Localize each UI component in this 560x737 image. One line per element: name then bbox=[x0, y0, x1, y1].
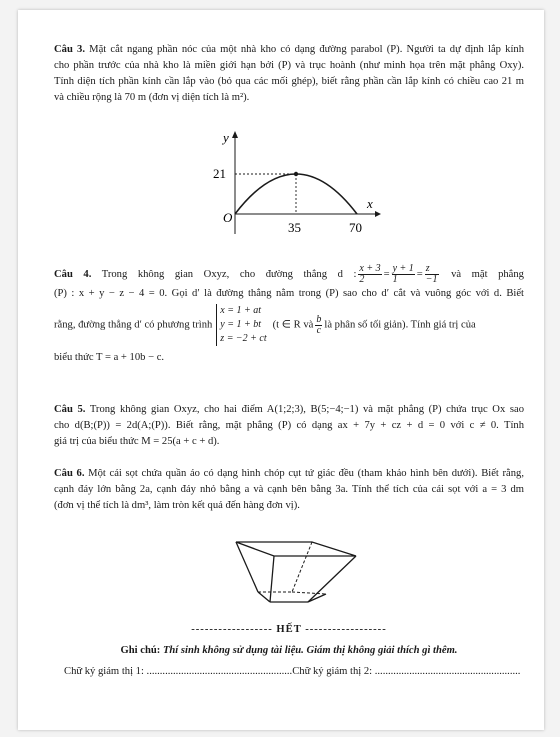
lateral-edge-hidden bbox=[292, 542, 312, 592]
q3-line-1: Câu 3. Mặt cắt ngang phần nóc của một nhà kho có dạng đường parabol (P). Người ta dự định lắp kính bbox=[54, 44, 525, 55]
bottom-right-edge bbox=[308, 594, 326, 602]
q3-line-3: Tính diện tích phần kính cần lắp vào (bỏ qua các mối ghép), biết rằng phần cần lắp kính có chiều cao 21 m bbox=[54, 76, 524, 87]
bottom-back-right-hidden bbox=[292, 592, 326, 594]
signature-proctor-1: Chữ ký giám thị 1: ....................................................... bbox=[64, 666, 293, 677]
q3-label: Câu 3. bbox=[54, 44, 85, 55]
signature-proctor-2: Chữ ký giám thị 2: ....................................................... bbox=[292, 666, 521, 677]
q3-line-2: cho phần trước của nhà kho là miền giới hạn bởi (P) và trục hoành (như minh họa trên mặt phẳng Oxy). bbox=[54, 60, 524, 71]
signature-line bbox=[54, 664, 524, 680]
question-6 bbox=[54, 466, 524, 514]
q3-line-4: và chiều rộng là 70 m (đơn vị diện tích là m²). bbox=[54, 92, 250, 103]
note-text: Thí sinh không sử dụng tài liệu. Giám thị không giải thích gì thêm. bbox=[162, 645, 458, 656]
q5-label: Câu 5. bbox=[54, 404, 86, 415]
footer bbox=[54, 622, 524, 680]
q5-line-1: Câu 5. Trong không gian Oxyz, cho hai điểm A(1;2;3), B(5;−4;−1) và mặt phẳng (P) chứa trục Ox sao bbox=[54, 404, 524, 415]
end-marker: ------------------ HẾT ------------------ bbox=[191, 624, 387, 635]
lateral-edge-front bbox=[270, 556, 274, 602]
y-axis-label: y bbox=[223, 130, 229, 145]
parabola-graph bbox=[203, 126, 383, 254]
q6-line-3: (đơn vị thể tích là dm³, làm tròn kết quả đến hàng đơn vị). bbox=[54, 500, 300, 511]
question-5 bbox=[54, 402, 524, 450]
fraction-b-over-c: $\frac{b}{c}$ bbox=[316, 313, 322, 336]
frustum-top-face bbox=[236, 542, 356, 556]
fraction-z: $\frac{z}{-1}$ bbox=[425, 263, 438, 286]
q5-line-3: giá trị của biểu thức M = 25(a + c + d). bbox=[54, 436, 220, 447]
q6-line-2: cạnh đáy lớn bằng 2a, cạnh đáy nhỏ bằng a và cạnh bên bằng 3a. Tính thể tích của cái sọt với a = 3 dm bbox=[54, 484, 524, 495]
q4-label: Câu 4. bbox=[54, 269, 92, 280]
mid-tick-label: 35 bbox=[288, 220, 301, 235]
q4-line-4: biểu thức T = a + 10b − c. bbox=[54, 352, 165, 363]
bottom-left-edge bbox=[258, 592, 270, 602]
x-axis-arrow-icon bbox=[375, 211, 381, 217]
lateral-edge-right bbox=[308, 556, 356, 602]
exam-page bbox=[18, 10, 544, 730]
vertex-point bbox=[294, 172, 298, 176]
note-label: Ghi chú: bbox=[120, 645, 161, 656]
fraction-y: $\frac{y + 1}{1}$ bbox=[392, 263, 414, 286]
equation-system: x = 1 + at y = 1 + bt z = −2 + ct bbox=[216, 304, 266, 346]
frustum-figure bbox=[218, 528, 368, 618]
question-3 bbox=[54, 42, 524, 106]
end-tick-label: 70 bbox=[349, 220, 362, 235]
q4-line-2: (P) : x + y − z − 4 = 0. Gọi d′ là đường thẳng nằm trong (P) sao cho d′ cắt và vuông góc với d. Biết bbox=[54, 288, 524, 299]
height-tick-label: 21 bbox=[213, 166, 226, 181]
fraction-x: $\frac{x + 3}{2}$ bbox=[359, 263, 381, 286]
y-axis-arrow-icon bbox=[232, 131, 238, 138]
origin-label: O bbox=[223, 210, 233, 225]
q4-line-3: rằng, đường thẳng d′ có phương trình x = 1 + at y = 1 + bt z = −2 + ct (t ∈ R và $\frac{b}{c}$ là phân số tối giản). Tính giá trị của bbox=[54, 305, 476, 344]
q5-line-2: cho d(B;(P)) = 2d(A;(P)). Biết rằng, mặt phẳng (P) có dạng ax + 7y + cz + d = 0 với c ≠ 0. Tính bbox=[54, 420, 524, 431]
q6-line-1: Câu 6. Một cái sọt chứa quần áo có dạng hình chóp cụt tứ giác đều (tham khảo hình bên dưới). Biết rằng, bbox=[54, 468, 525, 479]
note-line bbox=[54, 643, 524, 659]
question-4 bbox=[54, 264, 524, 366]
q4-line-1: Câu 4. Trong không gian Oxyz, cho đường thẳng d : $\frac{x + 3}{2}$ = $\frac{y + 1}{1}$ = $\frac{z}{-1}$ và mặt phẳng bbox=[54, 263, 524, 286]
x-axis-label: x bbox=[367, 196, 373, 211]
q6-label: Câu 6. bbox=[54, 468, 85, 479]
